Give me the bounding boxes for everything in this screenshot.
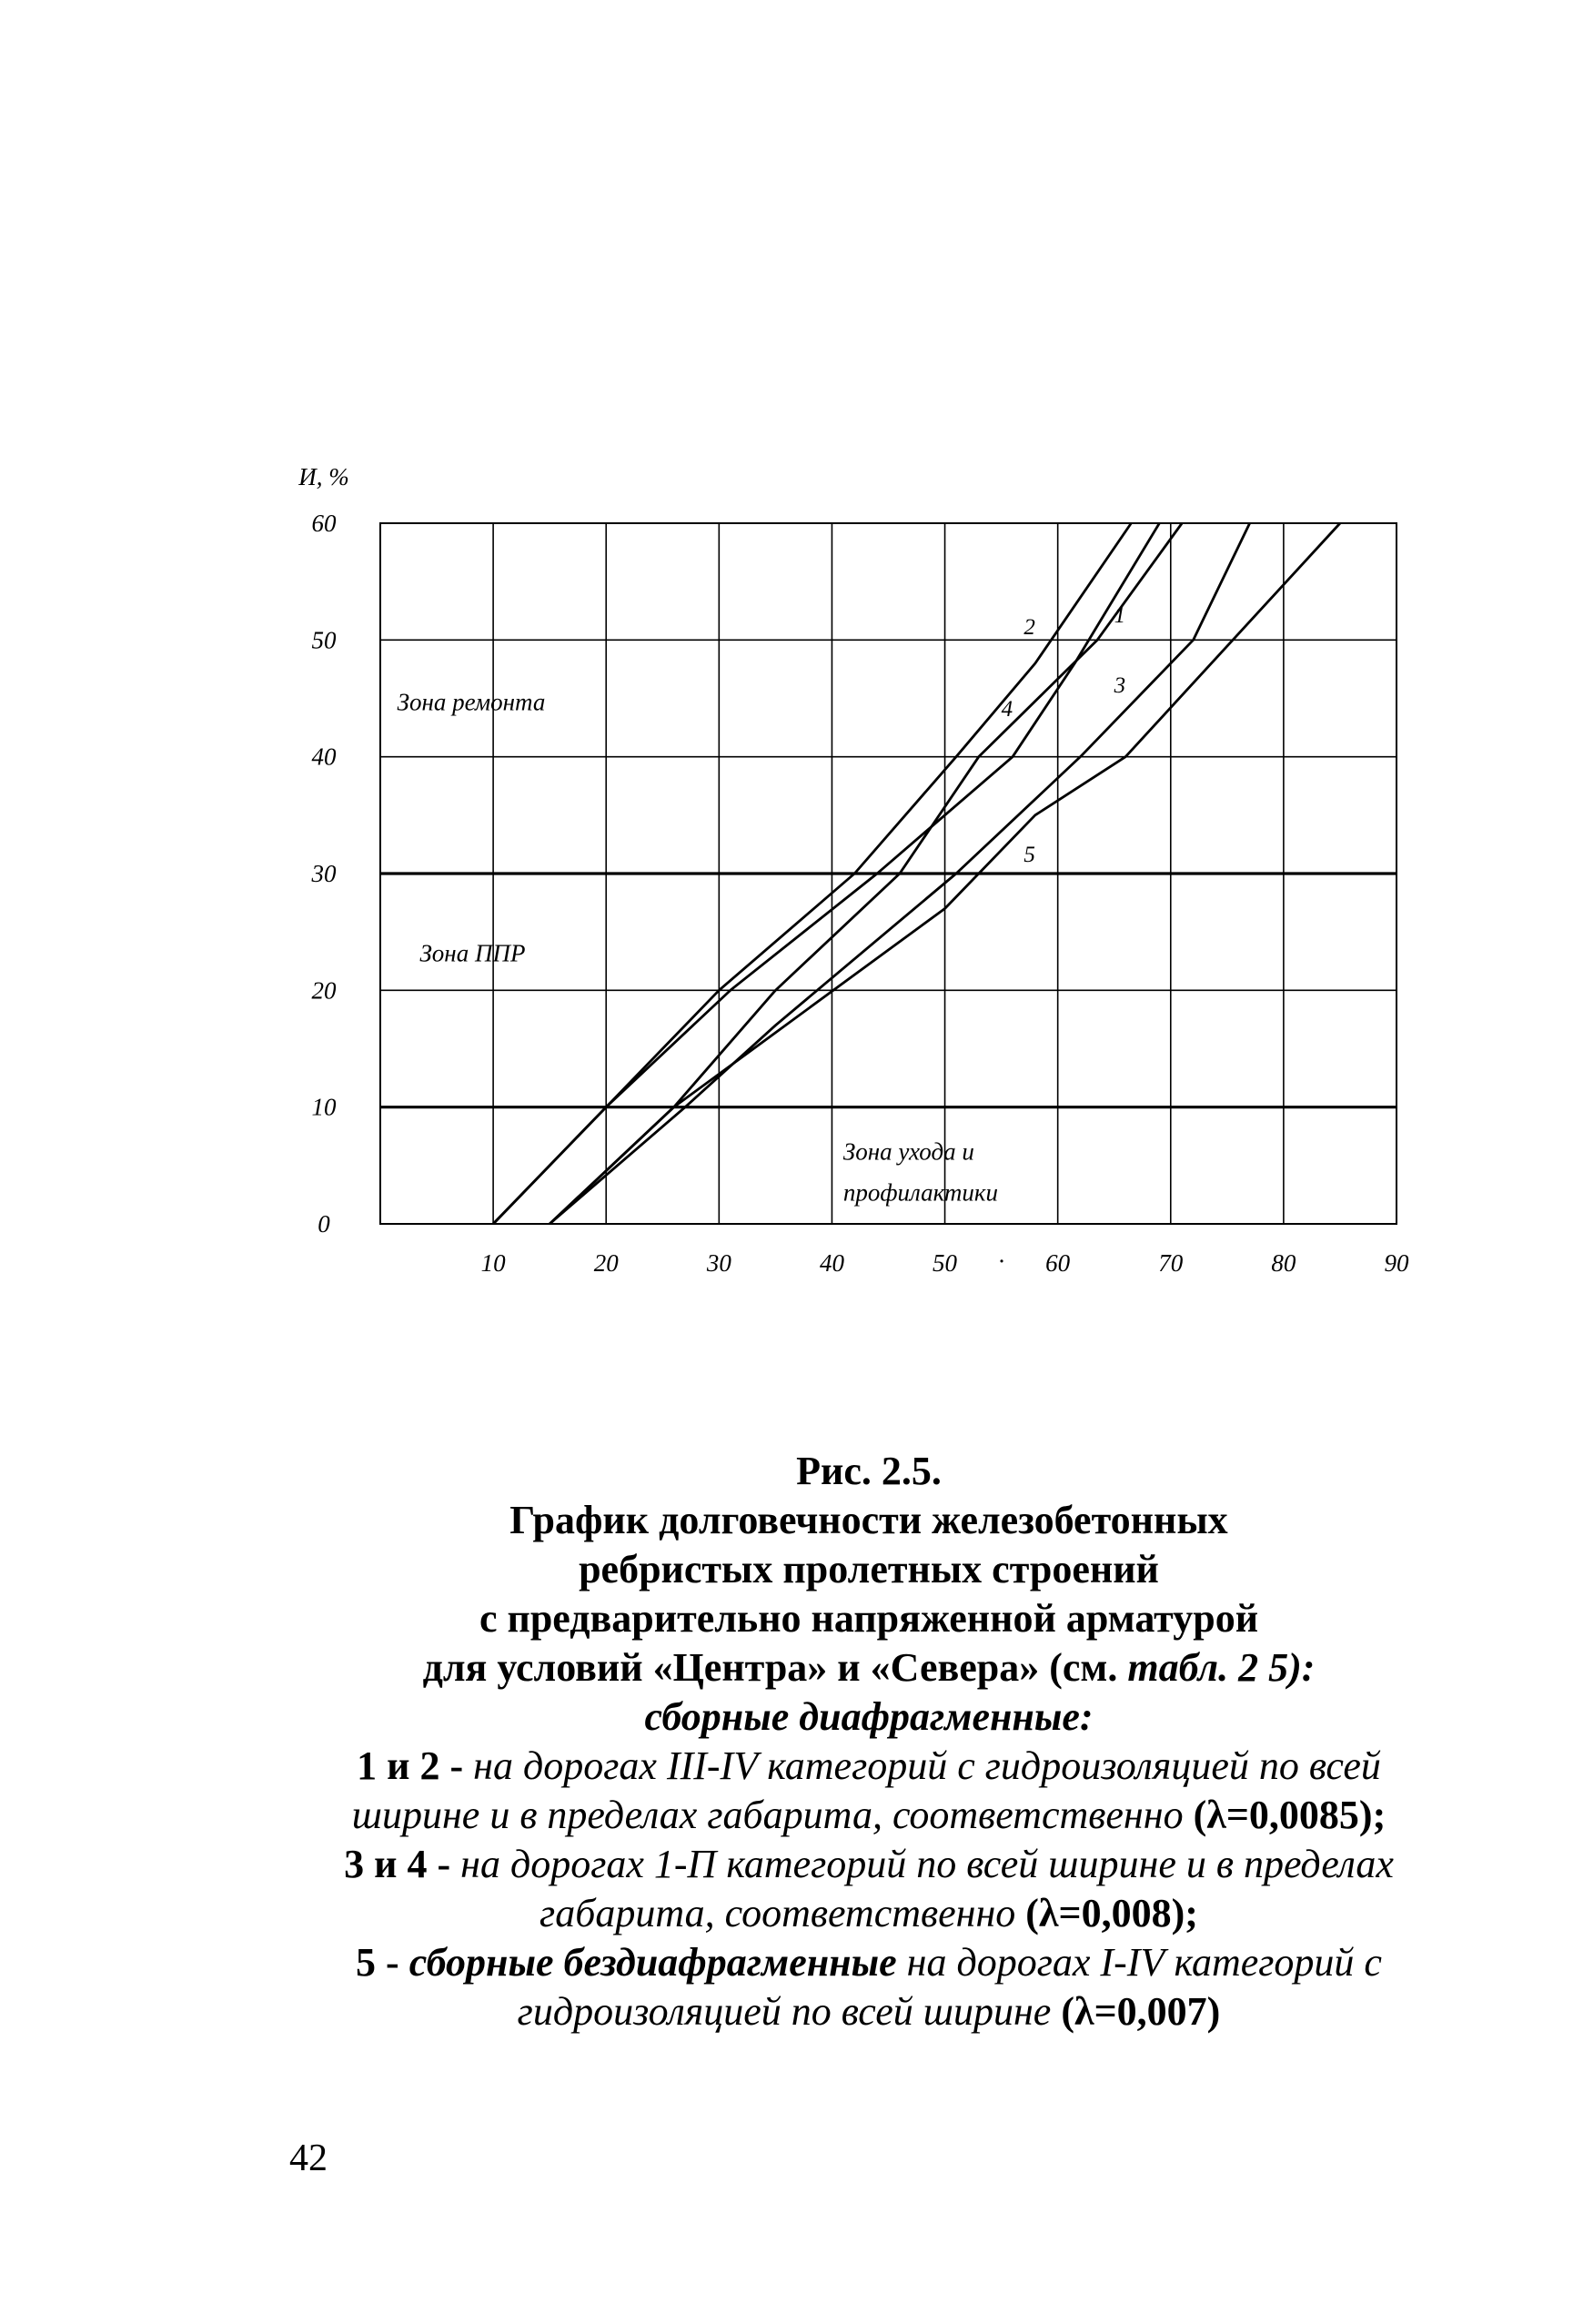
item-12-value: (λ=0,0085); — [1193, 1793, 1386, 1837]
item-12-text-a: на дорогах III-IV категорий с гидроизоляцией по всей — [473, 1743, 1381, 1788]
caption-item-12-b — [273, 1791, 1465, 1840]
caption-item-5-a — [273, 1938, 1465, 1987]
item-5-value: (λ=0,007) — [1061, 1989, 1221, 2034]
caption-item-34-a — [273, 1840, 1465, 1889]
y-tick-label: 30 — [311, 860, 337, 887]
page-number: 42 — [289, 2137, 328, 2179]
zone-label-repair: Зона ремонта — [397, 688, 546, 716]
item-5-bold: сборные бездиафрагменные — [408, 1940, 897, 1985]
item-5-text-a: на дорогах I-IV категорий с — [896, 1940, 1382, 1985]
caption-item-12-a — [273, 1742, 1465, 1791]
caption-title-line-4-main: для условий «Центра» и «Севера» (см. — [422, 1645, 1128, 1690]
caption-table-ref: табл. 2 5): — [1127, 1645, 1316, 1690]
chart-labels — [297, 463, 1409, 1277]
x-tick-label: 80 — [1271, 1249, 1296, 1277]
x-tick-label: 30 — [706, 1249, 731, 1277]
x-axis-stray-mark: · — [998, 1248, 1004, 1275]
caption-item-34-b — [273, 1889, 1465, 1938]
x-tick-label: 50 — [933, 1249, 958, 1277]
x-tick-label: 90 — [1384, 1249, 1409, 1277]
zone-label-care-line-2: профилактики — [842, 1178, 999, 1207]
series-label-1: 1 — [1114, 603, 1126, 629]
series-label-3: 3 — [1114, 673, 1126, 699]
zone-label-ppr: Зона ППР — [419, 939, 526, 967]
caption-subtitle: сборные диафрагменные: — [644, 1694, 1094, 1739]
series-label-2: 2 — [1023, 614, 1035, 640]
x-tick-label: 10 — [480, 1249, 506, 1277]
item-34-value: (λ=0,008); — [1025, 1891, 1198, 1935]
y-tick-label: 10 — [311, 1093, 337, 1121]
y-tick-label: 20 — [311, 976, 337, 1005]
caption-title-line-4 — [273, 1643, 1465, 1692]
caption-title-line-2: ребристых пролетных строений — [579, 1547, 1159, 1591]
x-tick-label: 70 — [1158, 1249, 1184, 1277]
figure-number: Рис. 2.5. — [796, 1449, 942, 1493]
item-34-text-b: габарита, соответственно — [539, 1891, 1026, 1935]
series-label-5: 5 — [1023, 843, 1035, 868]
x-tick-label: 60 — [1045, 1249, 1071, 1277]
item-5-text-b: гидроизоляцией по всей ширине — [517, 1989, 1062, 2034]
series-label-4: 4 — [1001, 696, 1013, 722]
item-34-text-a: на дорогах 1-П категорий по всей ширине и в пределах — [460, 1842, 1394, 1886]
caption-title-line-1: График долговечности железобетонных — [509, 1498, 1228, 1542]
caption-item-5-b — [273, 1987, 1465, 2036]
figure-caption — [273, 1447, 1465, 2036]
y-tick-label: 40 — [311, 743, 337, 771]
y-tick-label: 50 — [311, 626, 337, 654]
caption-title-line-3: с предварительно напряженной арматурой — [479, 1596, 1259, 1641]
y-tick-label: 60 — [311, 510, 337, 537]
x-tick-label: 40 — [819, 1249, 844, 1277]
item-34-label: 3 и 4 - — [344, 1842, 461, 1886]
y-tick-label: 0 — [318, 1210, 330, 1238]
x-tick-label: 20 — [593, 1249, 619, 1277]
y-axis-label: И, % — [298, 463, 349, 490]
item-12-label: 1 и 2 - — [357, 1743, 474, 1788]
zone-label-care-line-1: Зона ухода и — [842, 1137, 974, 1166]
item-12-text-b: ширине и в пределах габарита, соответственно — [351, 1793, 1194, 1837]
item-5-label: 5 - — [356, 1940, 409, 1985]
